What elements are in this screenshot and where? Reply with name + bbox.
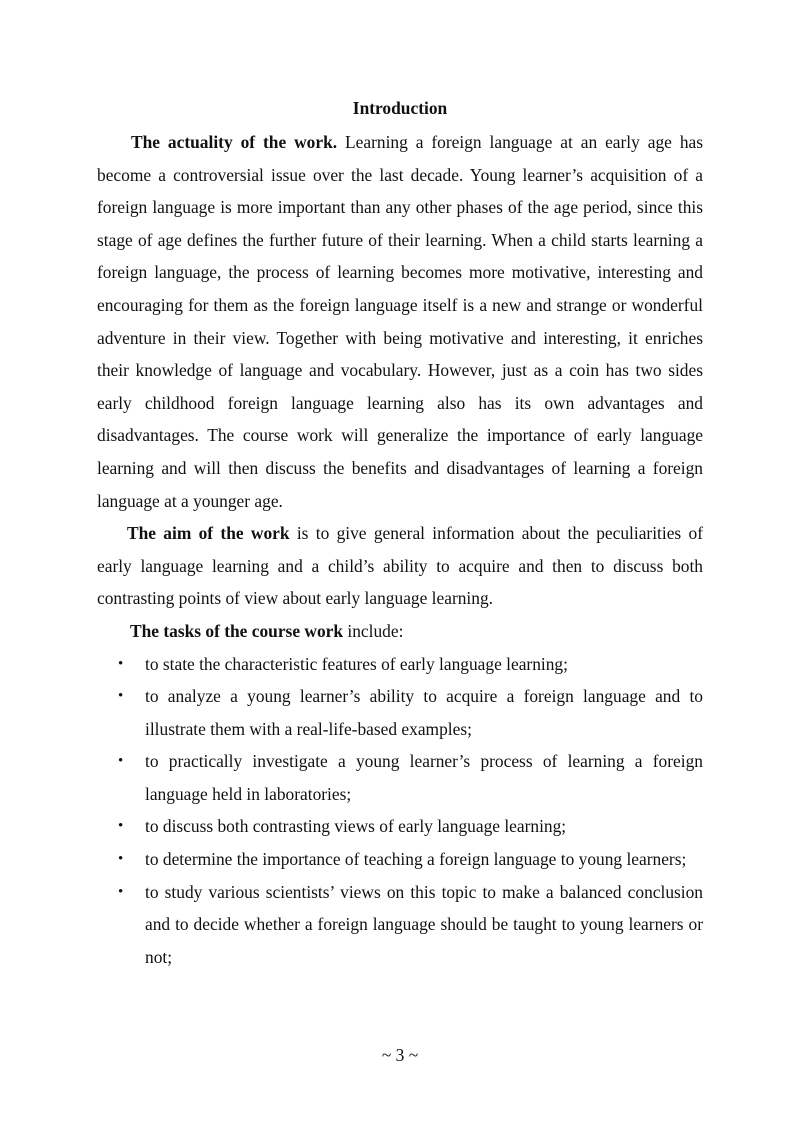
aim-text: is to give general information about the peculiarities of early language learning and a child’s ability to acquire and then to discuss both contrasting points of view about early language learning. [97,523,703,609]
bullet-icon: • [118,655,124,672]
actuality-paragraph [97,126,703,517]
list-item [97,876,703,974]
list-item [97,810,703,843]
tasks-list [97,648,703,974]
bullet-icon: • [118,883,124,900]
bullet-icon: • [118,818,124,835]
actuality-heading: The actuality of the work. [131,132,338,152]
bullet-icon: • [118,851,124,868]
list-item-text: to determine the importance of teaching a foreign language to young learners; [145,849,687,870]
list-item-text: to state the characteristic features of early language learning; [145,653,568,674]
list-item [97,648,703,681]
aim-paragraph [97,517,703,615]
bullet-icon: • [118,753,124,770]
tasks-heading: The tasks of the course work [130,620,344,641]
section-title: Introduction [352,98,448,118]
bullet-icon: • [118,688,124,705]
tasks-text: include: [343,620,404,641]
list-item-text: to practically investigate a young learner’s process of learning a foreign language held in laboratories; [145,751,703,804]
list-item-text: to discuss both contrasting views of early language learning; [145,816,567,837]
list-item-text: to study various scientists’ views on this topic to make a balanced conclusion and to decide whether a foreign language should be taught to young learners or not; [145,881,703,967]
list-item [97,843,703,876]
list-item [97,680,703,745]
aim-heading: The aim of the work [127,523,290,544]
tasks-paragraph [97,615,703,648]
page-number: ~ 3 ~ [381,1045,419,1065]
actuality-text: Learning a foreign language at an early age has become a controversial issue over the last decade. Young learner’s acquisition of a foreign language is more important than any other phases of the age period, since this stage of age defines the further future of their learning. When a child starts learning a foreign language, the process of learning becomes more motivative, interesting and encouraging for them as the foreign language itself is a new and strange or wonderful adventure in their view. Together with being motivative and interesting, it enriches their knowledge of language and vocabulary. However, just as a coin has two sides early childhood foreign language learning also has its own advantages and disadvantages. The course work will generalize the importance of early language learning and will then discuss the benefits and disadvantages of learning a foreign language at a younger age. [97,132,704,511]
list-item [97,745,703,810]
list-item-text: to analyze a young learner’s ability to acquire a foreign language and to illustrate them with a real-life-based examples; [145,686,703,739]
document-page [97,94,703,973]
